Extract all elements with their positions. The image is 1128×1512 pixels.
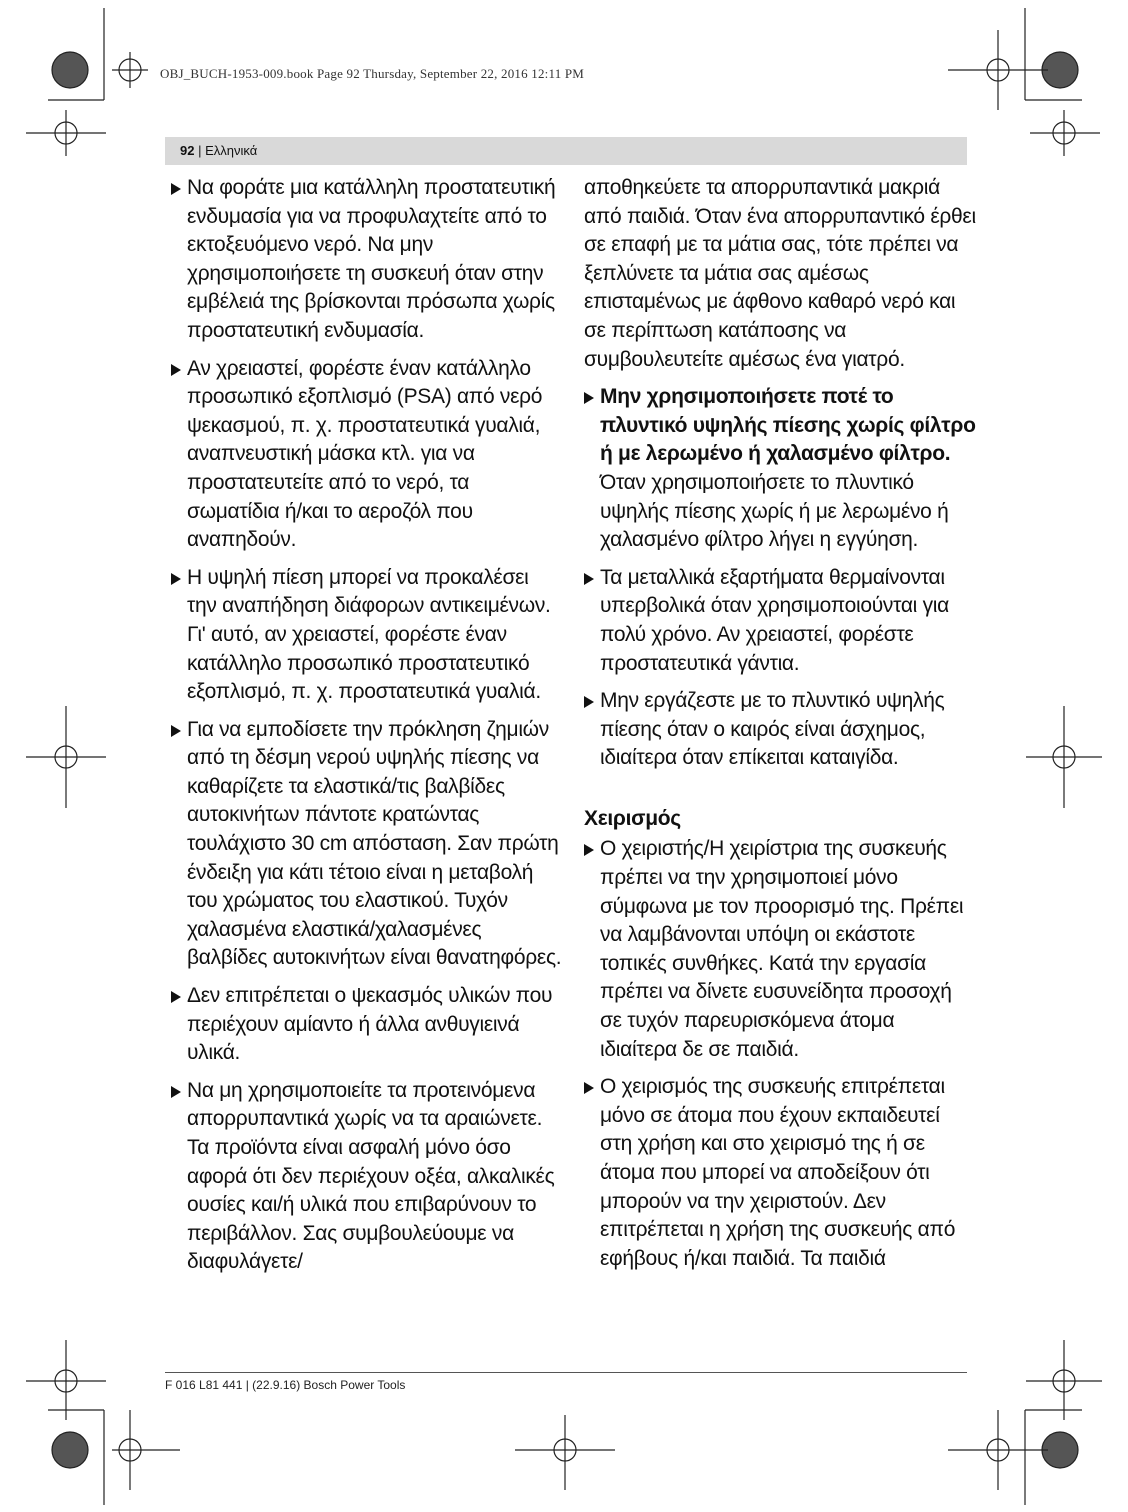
filter-warning-text: Όταν χρησιμοποιήσετε το πλυντικό υψηλής πίεσης χωρίς ή με λερωμένο ή χαλασμένο φίλτρο λήγει η εγγύηση. (600, 470, 949, 552)
bullet-triangle-icon (171, 573, 181, 585)
bullet-text: Να μη χρησιμοποιείτε τα προτεινόμενα απορρυπαντικά χωρίς να τα αραιώνετε. Τα προϊόντα είναι ασφαλή μόνο όσο αφορά ότι δεν περιέχουν οξέα, αλκαλικές ουσίες και/ή υλικά που επιβαρύνουν το περιβάλλον. Σας συμβουλεύουμε να διαφυλάγετε/ (187, 1078, 555, 1274)
section-title: Χειρισμός (584, 806, 681, 830)
bullet-text: Τα μεταλλικά εξαρτήματα θερμαίνονται υπερβολικά όταν χρησιμοποιούνται για πολύ χρόνο. Αν χρειαστεί, φορέστε προστατευτικά γάντια. (600, 565, 949, 675)
bullet-triangle-icon (584, 1082, 594, 1094)
page-header (165, 137, 967, 165)
print-slug: OBJ_BUCH-1953-009.book Page 92 Thursday, September 22, 2016 12:11 PM (160, 66, 585, 81)
left-column (171, 174, 563, 1286)
bullet-text: Να φοράτε μια κατάλληλη προστατευτική ενδυμασία για να προφυλαχτείτε από το εκτοξευόμενο νερό. Να μην χρησιμοποιήσετε τη συσκευή όταν στην εμβέλειά της βρίσκονται πρόσωπα χωρίς προστατευτική ενδυμασία. (187, 176, 556, 342)
bullet-triangle-icon (584, 696, 594, 708)
bullet-text: Αν χρειαστεί, φορέστε έναν κατάλληλο προσωπικό εξοπλισμό (PSA) από νερό ψεκασμού, π. χ. προστατευτικά γυαλιά, αναπνευστική μάσκα κτλ. για να προστατευτείτε από το νερό, τα σωματίδια ή/και το αεροζόλ που αναπηδούν. (187, 356, 543, 552)
bullet-triangle-icon (171, 725, 181, 737)
bullet-text: Ο χειρισμός της συσκευής επιτρέπεται μόνο σε άτομα που έχουν εκπαιδευτεί στη χρήση και στο χειρισμό της ή σε άτομα που μπορεί να αποδείξουν ότι μπορούν να την χειριστούν. Δεν επιτρέπεται η χρήση της συσκευής από εφήβους ή/και παιδιά. Τα παιδιά (600, 1075, 956, 1270)
safety-bullet (171, 174, 563, 346)
bullet-triangle-icon (171, 364, 181, 376)
safety-bullet (171, 355, 563, 555)
bullet-text: Ο χειριστής/Η χειρίστρια της συσκευής πρέπει να την χρησιμοποιεί μόνο σύμφωνα με τον προορισμό της. Πρέπει να λαμβάνονται υπόψη οι εκάστοτε τοπικές συνθήκες. Κατά την εργασία πρέπει να δίνετε ευσυνείδητα προσοχή σε τυχόν παρευρισκόμενα άτομα ιδιαίτερα δε σε παιδιά. (600, 837, 964, 1061)
filter-warning-bold: Μην χρησιμοποιήσετε ποτέ το πλυντικό υψηλής πίεσης χωρίς φίλτρο ή με λερωμένο ή χαλασμένο φίλτρο. (600, 385, 976, 466)
operation-bullet (584, 835, 976, 1064)
safety-bullet (171, 716, 563, 973)
safety-bullet (171, 564, 563, 707)
page-footer: F 016 L81 441 | (22.9.16) Bosch Power Tools (165, 1378, 406, 1392)
filter-warning-bullet (584, 383, 976, 555)
bullet-text: Μην εργάζεστε με το πλυντικό υψηλής πίεσης όταν ο καιρός είναι άσχημος, ιδιαίτερα όταν επίκειται καταιγίδα. (600, 689, 945, 770)
bullet-triangle-icon (171, 991, 181, 1003)
bullet-text: Η υψηλή πίεση μπορεί να προκαλέσει την αναπήδηση διάφορων αντικειμένων. Γι' αυτό, αν χρειαστεί, φορέστε έναν κατάλληλο προσωπικό προστατευτικό εξοπλισμό, π. χ. προστατευτικά γυαλιά. (187, 565, 551, 704)
page-number: 92 (180, 143, 195, 158)
header-language: Ελληνικά (205, 143, 258, 158)
right-column (584, 174, 976, 1282)
weather-bullet (584, 687, 976, 773)
safety-bullet (171, 982, 563, 1068)
bullet-text: Για να εμποδίσετε την πρόκληση ζημιών από τη δέσμη νερού υψηλής πίεσης να καθαρίζετε τα ελαστικά/τις βαλβίδες αυτοκινήτων πάντοτε κρατώντας τουλάχιστο 30 cm απόσταση. Σαν πρώτη ένδειξη για κάτι τέτοιο είναι η μεταβολή του χρώματος του ελαστικού. Τυχόν χαλασμένα ελαστικά/χαλασμένες βαλβίδες αυτοκινήτων είναι θανατηφόρες. (187, 717, 562, 970)
bullet-triangle-icon (171, 1086, 181, 1098)
safety-bullet (171, 1077, 563, 1277)
operation-bullet (584, 1073, 976, 1273)
bullet-text: Δεν επιτρέπεται ο ψεκασμός υλικών που περιέχουν αμίαντο ή άλλα ανθυγιεινά υλικά. (187, 984, 553, 1065)
metal-parts-bullet (584, 564, 976, 678)
bullet-triangle-icon (584, 844, 594, 856)
footer-rule (165, 1372, 967, 1373)
bullet-triangle-icon (171, 183, 181, 195)
bullet-triangle-icon (584, 573, 594, 585)
bullet-triangle-icon (584, 392, 594, 404)
continuation-paragraph: αποθηκεύετε τα απορρυπαντικά μακριά από παιδιά. Όταν ένα απορρυπαντικό έρθει σε επαφή με τα μάτια σας, τότε πρέπει να ξεπλύνετε τα μάτια σας αμέσως επισταμένως με άφθονο καθαρό νερό και σε περίπτωση κατάποσης να συμβουλευτείτε αμέσως ένα γιατρό. (584, 176, 976, 371)
header-text: 92 | Ελληνικά (180, 143, 258, 158)
